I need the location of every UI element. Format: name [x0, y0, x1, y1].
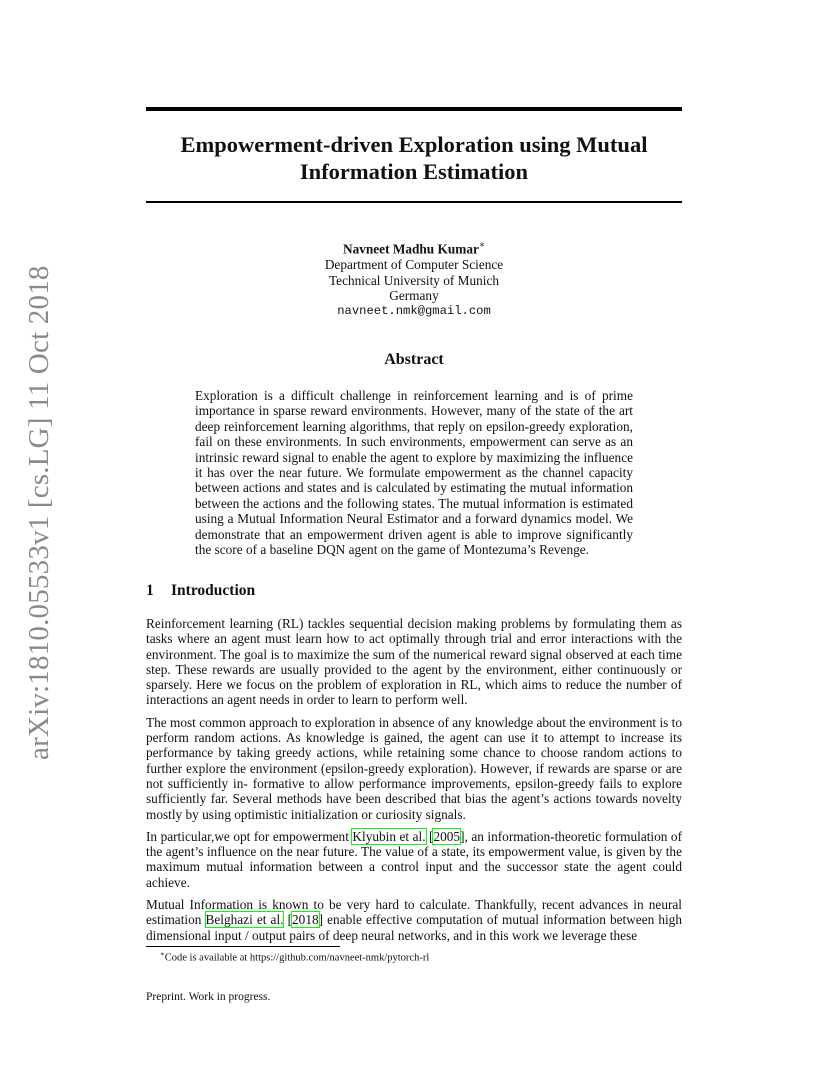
- author-department: Department of Computer Science: [324, 257, 504, 273]
- paragraph-3: In particular,we opt for empowerment Klyubin et al. [2005], an information-theoretic formulation of the agent’s influence on the near future. The value of a state, its empowerment value, is given by the maximum mutual information between a control input and the successor state the agent could achieve.: [146, 828, 682, 890]
- author-email: navneet.nmk@gmail.com: [337, 303, 491, 318]
- arxiv-identifier: arXiv:1810.05533v1 [cs.LG] 11 Oct 2018: [23, 265, 55, 760]
- footnote-rule: [146, 946, 340, 947]
- paragraph-2: The most common approach to exploration in absence of any knowledge about the environment is to perform random actions. As knowledge is gained, the agent can use it to attempt to increase its performance by taking greedy actions, while retaining some chance to choose random actions to further explore the environment (epsilon-greedy exploration). However, if rewards are sparse or are not sufficiently in- formative to allow performance improvements, epsilon-greedy fails to explore sufficiently far. Several methods have been described that bias the agent’s actions towards novelty mostly by using optimistic initialization or curiosity signals.: [146, 714, 682, 822]
- author-university: Technical University of Munich: [328, 272, 500, 288]
- author-name: Navneet Madhu Kumar: [342, 241, 479, 257]
- footnote-text: Code is available at https://github.com/navneet-nmk/pytorch-rl: [164, 952, 430, 964]
- author-name-line: [146, 238, 682, 257]
- paragraph-4: Mutual Information is known to be very hard to calculate. Thankfully, recent advances in neural estimation Belghazi et al. [2018] enable effective computation of mutual information between high dimensional input / output pairs of deep neural networks, and in this work we leverage these: [146, 897, 682, 943]
- paragraph-1: Reinforcement learning (RL) tackles sequential decision making problems by formulating them as tasks where an agent must learn how to act optimally through trial and error interactions with the environment. The goal is to maximize the sum of the numerical reward signal observed at each time step. These rewards are usually provided to the agent by the environment, either continuously or sparsely. Here we focus on the problem of exploration in RL, which aims to reduce the number of interactions an agent needs in order to learn to perform well.: [146, 616, 682, 708]
- paragraph-3-text-end: , an information-theoretic formulation of the agent’s influence on the near future. The value of a state, its empowerment value, is given by the maximum mutual information between a control input and the successor state the agent could achieve.: [146, 828, 682, 890]
- paragraph-4-text-start: Mutual Information is known to be very hard to calculate. Thankfully, recent advances in neural estimation: [146, 897, 682, 928]
- citation-belghazi-author[interactable]: Belghazi et al.: [205, 912, 284, 928]
- abstract-heading: Abstract: [384, 351, 444, 368]
- body-text: [146, 616, 682, 950]
- citation-belghazi-year[interactable]: 2018: [292, 912, 319, 928]
- author-country: Germany: [389, 288, 439, 304]
- citation-klyubin-author[interactable]: Klyubin et al.: [352, 828, 426, 844]
- section-title: Introduction: [171, 582, 256, 599]
- footnote-mark: ∗: [160, 950, 165, 958]
- author-footnote-mark: ∗: [478, 240, 486, 250]
- footnote: [160, 950, 429, 964]
- paragraph-4-text-end: enable effective computation of mutual information between high dimensional input / output pairs of deep neural networks, and in this work we leverage these: [146, 912, 682, 943]
- author-block: [146, 238, 682, 319]
- preprint-note: Preprint. Work in progress.: [146, 991, 271, 1003]
- section-heading: [146, 582, 255, 600]
- paragraph-3-text-start: In particular,we opt for empowerment: [146, 828, 353, 844]
- section-number: 1: [146, 582, 154, 599]
- paper-title: Empowerment-driven Exploration using Mutual Information Estimation: [180, 132, 648, 184]
- citation-klyubin-year[interactable]: 2005: [433, 828, 461, 844]
- title-top-rule: [146, 107, 682, 111]
- abstract-text: Exploration is a difficult challenge in reinforcement learning and is of prime importance in sparse reward environments. However, many of the state of the art deep reinforcement learning algorithms, that reply on epsilon-greedy exploration, fail on these environments. In such environments, empowerment can serve as an intrinsic reward signal to enable the agent to explore by maximizing the influence it has over the near future. We formulate empowerment as the channel capacity between actions and states and is calculated by estimating the mutual information between the actions and the following states. The mutual information is estimated using a Mutual Information Neural Estimator and a forward dynamics model. We demonstrate that an empowerment driven agent is able to improve significantly the score of a baseline DQN agent on the game of Montezuma’s Revenge.: [195, 388, 633, 558]
- title-bottom-rule: [146, 201, 682, 203]
